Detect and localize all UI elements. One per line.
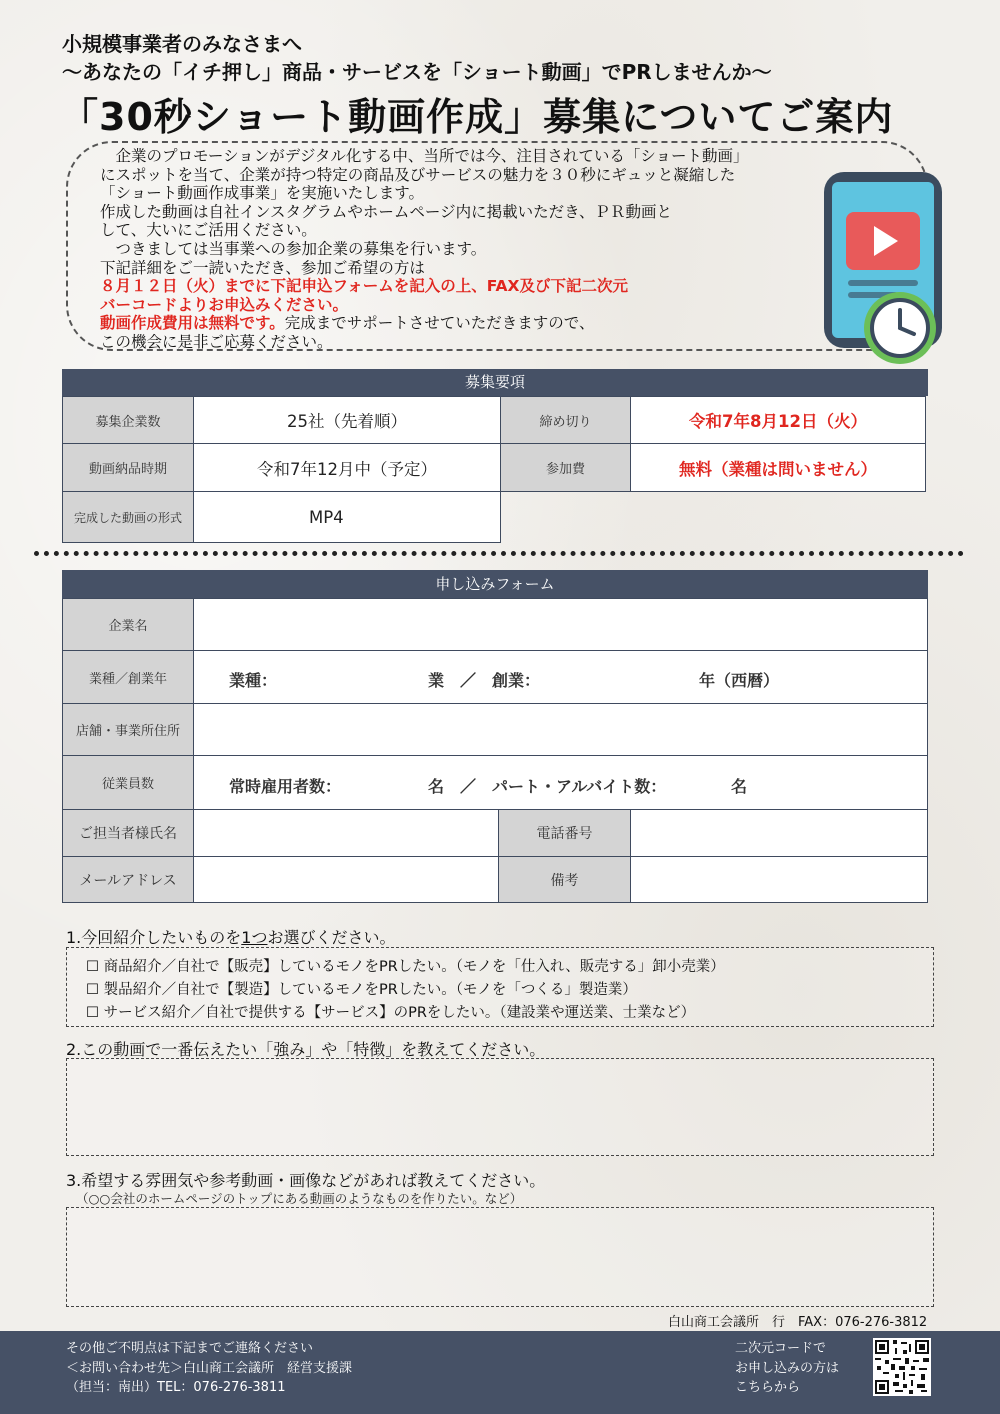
header-line-1: 小規模事業者のみなさまへ [62, 32, 302, 56]
question-3-answer-box[interactable] [66, 1207, 934, 1307]
industry-label: 業種／創業年 [62, 650, 194, 704]
question-1-title-a: 1.今回紹介したいものを [66, 928, 242, 947]
phone-field[interactable] [630, 809, 928, 857]
company-field[interactable] [193, 598, 928, 651]
footer-qr-text [735, 1339, 839, 1398]
footer-contact [66, 1339, 352, 1398]
format-value: MP4 [193, 491, 501, 543]
industry-text-3: 年（西暦） [699, 671, 780, 690]
email-field[interactable] [193, 856, 499, 903]
footer-qr-line: こちらから [735, 1380, 801, 1395]
delivery-label: 動画納品時期 [62, 443, 194, 492]
employees-text-2: 名 ／ パート・アルバイト数： [428, 777, 667, 796]
contact-field[interactable] [193, 809, 499, 857]
question-2-title: 2.この動画で一番伝えたい「強み」や「特徴」を教えてください。 [66, 1040, 546, 1059]
header-line-2: 〜あなたの「イチ押し」商品・サービスを「ショート動画」でPRしませんか〜 [62, 60, 772, 84]
question-3-note: （○○会社のホームページのトップにある動画のようなものを作りたい。など） [76, 1191, 523, 1206]
footer-qr-line: お申し込みの方は [735, 1360, 840, 1376]
intro-line: にスポットを当て、企業が持つ特定の商品及びサービスの魅力を３０秒にギュッと凝縮した [100, 165, 736, 184]
deadline-label: 締め切り [500, 396, 631, 444]
notes-label: 備考 [498, 856, 631, 903]
option-product-checkbox[interactable]: ☐ 商品紹介／自社で【販売】しているモノをPRしたい。（モノを「仕入れ、販売する」卸小売業） [86, 959, 725, 975]
employees-text-3: 名 [731, 777, 748, 796]
footer-line: （担当：南出）TEL：076-276-3811 [66, 1380, 286, 1395]
employees-field[interactable] [193, 755, 928, 810]
industry-text-1: 業種： [229, 671, 278, 690]
intro-line: して、大いにご活用ください。 [100, 221, 317, 240]
intro-text [100, 147, 860, 352]
smartphone-play-icon [810, 168, 950, 378]
footer-qr-line: 二次元コードで [735, 1341, 827, 1356]
format-label: 完成した動画の形式 [62, 491, 194, 543]
contact-label: ご担当者様氏名 [62, 809, 194, 857]
question-1-title-b: お選びください。 [267, 928, 396, 947]
clock-refresh-icon [864, 292, 936, 364]
employees-label: 従業員数 [62, 755, 194, 810]
delivery-value: 令和7年12月中（予定） [193, 443, 501, 492]
footer-line: ＜お問い合わせ先＞白山商工会議所 経営支援課 [66, 1360, 353, 1376]
recruit-bar: 募集要項 [62, 369, 928, 396]
intro-deadline-line: バーコードよりお申込みください。 [100, 295, 349, 314]
intro-line: 企業のプロモーションがデジタル化する中、当所では今、注目されている「ショート動画」 [100, 147, 749, 165]
intro-line: 作成した動画は自社インスタグラムやホームページ内に掲載いただき、ＰＲ動画と [100, 202, 672, 221]
deadline-value: 令和7年8月12日（火） [630, 396, 926, 444]
intro-deadline-line: ８月１２日（火）までに下記申込フォームを記入の上、FAX及び下記二次元 [100, 277, 628, 296]
option-service-checkbox[interactable]: ☐ サービス紹介／自社で提供する【サービス】のPRをしたい。（建設業や運送業、士業など） [86, 1005, 696, 1021]
fax-line: 白山商工会議所 行 FAX：076-276-3812 [668, 1315, 928, 1330]
notes-field[interactable] [630, 856, 928, 903]
intro-support-text: 完成までサポートさせていただきますので、 [284, 314, 595, 333]
footer-line: その他ご不明点は下記までご連絡ください [66, 1341, 314, 1356]
intro-line: この機会に是非ご応募ください。 [100, 332, 333, 351]
question-1-title [66, 925, 395, 948]
intro-free-text: 動画作成費用は無料です。 [100, 314, 285, 333]
address-field[interactable] [193, 703, 928, 756]
question-1-title-underline: 1つ [241, 928, 268, 947]
qr-code-icon[interactable] [873, 1338, 931, 1396]
industry-field[interactable] [193, 650, 928, 704]
form-bar: 申し込みフォーム [62, 570, 928, 598]
email-label: メールアドレス [62, 856, 194, 903]
cut-line-divider [34, 551, 964, 556]
employees-text-1: 常時雇用者数： [229, 777, 342, 796]
question-3-title: 3.希望する雰囲気や参考動画・画像などがあれば教えてください。 [66, 1171, 546, 1190]
intro-line [100, 314, 860, 333]
address-label: 店舗・事業所住所 [62, 703, 194, 756]
question-2-answer-box[interactable] [66, 1058, 934, 1156]
intro-line: つきましては当事業への参加企業の募集を行います。 [100, 239, 487, 258]
option-manufacture-checkbox[interactable]: ☐ 製品紹介／自社で【製造】しているモノをPRしたい。（モノを「つくる」製造業） [86, 982, 637, 998]
count-label: 募集企業数 [62, 396, 194, 444]
phone-label: 電話番号 [498, 809, 631, 857]
page-title: 「30秒ショート動画作成」募集についてご案内 [60, 95, 894, 139]
intro-line: 下記詳細をご一読いただき、参加ご希望の方は [100, 258, 425, 277]
fee-label: 参加費 [500, 443, 631, 492]
count-value: 25社（先着順） [193, 396, 501, 444]
industry-text-2: 業 ／ 創業： [428, 671, 541, 690]
intro-line: 「ショート動画作成事業」を実施いたします。 [100, 184, 424, 203]
company-label: 企業名 [62, 598, 194, 651]
fee-value: 無料（業種は問いません） [630, 443, 926, 492]
